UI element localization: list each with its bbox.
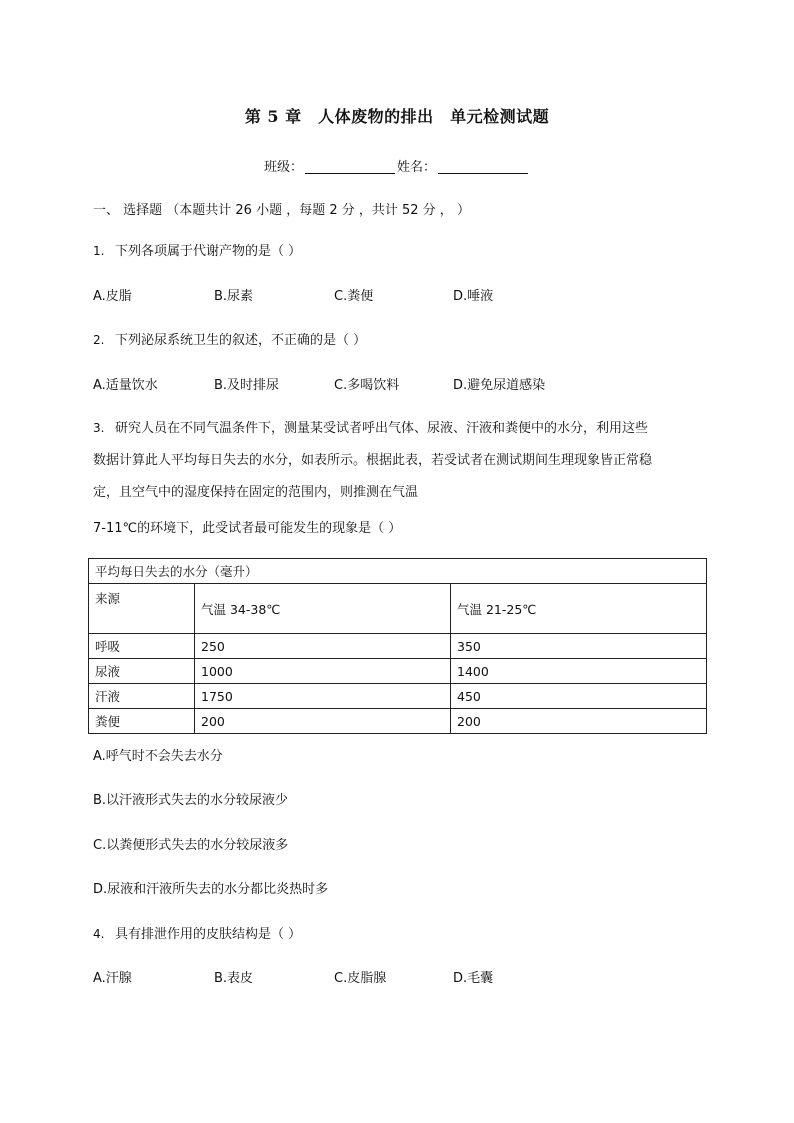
table-cell: 尿液 [89,659,195,684]
table-row [89,659,707,684]
table-header-cell: 来源 [89,584,195,634]
question-text: 具有排泄作用的皮肤结构是（ ） [115,927,302,942]
class-name-line [0,156,794,175]
question-text-line-3: 定，且空气中的湿度保持在固定的范围内，则推测在气温 [93,485,419,500]
table-cell: 250 [195,634,451,659]
option-a[interactable]: A.适量饮水 [93,378,158,393]
question-number: 2. [93,333,105,347]
option-c[interactable]: C.粪便 [334,289,374,304]
table-caption-row [89,559,707,584]
table-header-row [89,584,707,634]
option-c[interactable]: C.以粪便形式失去的水分较尿液多 [93,838,289,853]
table-cell: 1750 [195,684,451,709]
question-3 [93,417,648,436]
option-d[interactable]: D.唾液 [453,289,494,304]
option-b[interactable]: B.表皮 [214,971,254,986]
name-blank[interactable] [438,159,528,174]
table-cell: 1400 [451,659,707,684]
question-number: 1. [93,244,105,258]
table-row [89,709,707,734]
question-1 [93,240,301,259]
question-text-line-4: 7-11℃的环境下，此受试者最可能发生的现象是（ ） [93,521,402,536]
table-cell: 350 [451,634,707,659]
question-number: 3. [93,421,105,435]
section-heading: 一、 选择题 （本题共计 26 小题 ，每题 2 分 ，共计 52 分 ， ） [93,203,470,218]
table-cell: 粪便 [89,709,195,734]
name-label: 姓名： [397,160,437,175]
option-d[interactable]: D.避免尿道感染 [453,378,546,393]
table-row [89,634,707,659]
table-row [89,684,707,709]
water-loss-table [88,558,707,734]
option-a[interactable]: A.皮脂 [93,289,132,304]
table-cell: 200 [451,709,707,734]
option-b[interactable]: B.及时排尿 [214,378,280,393]
table-cell: 呼吸 [89,634,195,659]
table-cell: 汗液 [89,684,195,709]
page-title: 第 5 章 人体废物的排出 单元检测试题 [244,107,550,126]
option-a[interactable]: A.呼气时不会失去水分 [93,749,223,764]
option-b[interactable]: B.尿素 [214,289,254,304]
question-text-line-2: 数据计算此人平均每日失去的水分，如表所示。根据此表，若受试者在测试期间生理现象皆正常稳 [93,453,653,468]
table-header-cell: 气温 34-38℃ [195,584,451,634]
option-c[interactable]: C.多喝饮料 [334,378,400,393]
question-text: 下列各项属于代谢产物的是（ ） [115,244,302,259]
table-cell: 450 [451,684,707,709]
class-blank[interactable] [305,159,395,174]
question-2 [93,329,366,348]
question-number: 4. [93,927,105,941]
question-text-line-1: 研究人员在不同气温条件下，测量某受试者呼出气体、尿液、汗液和粪便中的水分，利用这些 [115,421,649,436]
table-cell: 200 [195,709,451,734]
table-header-cell: 气温 21-25℃ [451,584,707,634]
option-d[interactable]: D.尿液和汗液所失去的水分都比炎热时多 [93,882,329,897]
table-cell: 1000 [195,659,451,684]
table-caption: 平均每日失去的水分（毫升） [89,559,707,584]
option-c[interactable]: C.皮脂腺 [334,971,387,986]
option-b[interactable]: B.以汗液形式失去的水分较尿液少 [93,793,289,808]
option-d[interactable]: D.毛囊 [453,971,494,986]
class-label: 班级： [263,160,303,175]
question-text: 下列泌尿系统卫生的叙述，不正确的是（ ） [115,333,367,348]
option-a[interactable]: A.汗腺 [93,971,132,986]
question-4 [93,923,301,942]
